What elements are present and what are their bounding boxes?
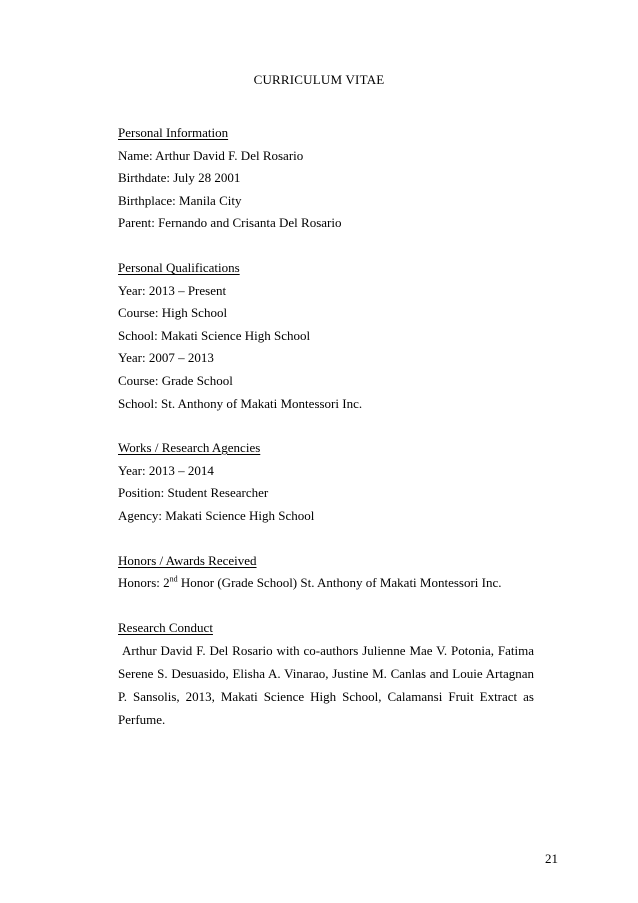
- honors-heading: Honors / Awards Received: [118, 552, 257, 568]
- parent-line: Parent: Fernando and Crisanta Del Rosario: [118, 215, 342, 231]
- birthdate-line: Birthdate: July 28 2001: [118, 170, 241, 186]
- qualification-line: School: Makati Science High School: [118, 327, 311, 343]
- qualification-line: School: St. Anthony of Makati Montessori Inc.: [118, 395, 363, 411]
- works-line: Year: 2013 – 2014: [118, 462, 214, 478]
- honors-prefix: Honors: 2: [118, 575, 170, 591]
- section-spacer: [118, 528, 538, 550]
- honors-superscript: nd: [169, 574, 178, 584]
- honors-line: [118, 572, 538, 595]
- personal-qualifications-heading: Personal Qualifications: [118, 259, 240, 275]
- personal-information-heading: Personal Information: [118, 125, 229, 140]
- section-spacer: [118, 235, 538, 257]
- research-heading: Research Conduct: [118, 619, 213, 635]
- cv-content: [118, 122, 538, 731]
- works-heading: Works / Research Agencies: [118, 440, 261, 456]
- page-title: CURRICULUM VITAE: [253, 72, 385, 87]
- qualification-line: Course: High School: [118, 305, 228, 321]
- name-line: Name: Arthur David F. Del Rosario: [118, 147, 304, 163]
- qualification-line: Year: 2007 – 2013: [118, 350, 214, 366]
- qualification-line: Year: 2013 – Present: [118, 282, 227, 298]
- section-spacer: [118, 595, 538, 617]
- birthplace-line: Birthplace: Manila City: [118, 192, 242, 208]
- page-number: 21: [545, 851, 558, 866]
- works-line: Agency: Makati Science High School: [118, 507, 315, 523]
- research-paragraph: [118, 639, 534, 731]
- section-spacer: [118, 415, 538, 437]
- honors-suffix: Honor (Grade School) St. Anthony of Makati Montessori Inc.: [177, 575, 502, 591]
- qualification-line: Course: Grade School: [118, 372, 233, 388]
- works-line: Position: Student Researcher: [118, 485, 269, 501]
- research-text: Arthur David F. Del Rosario with co-authors Julienne Mae V. Potonia, Fatima Serene S. Desuasido, Elisha A. Vinarao, Justine M. Canlas and Louie Artagnan P. Sansolis, 2013, Makati Science High School, Calamansi Fruit Extract as Perfume.: [118, 643, 534, 728]
